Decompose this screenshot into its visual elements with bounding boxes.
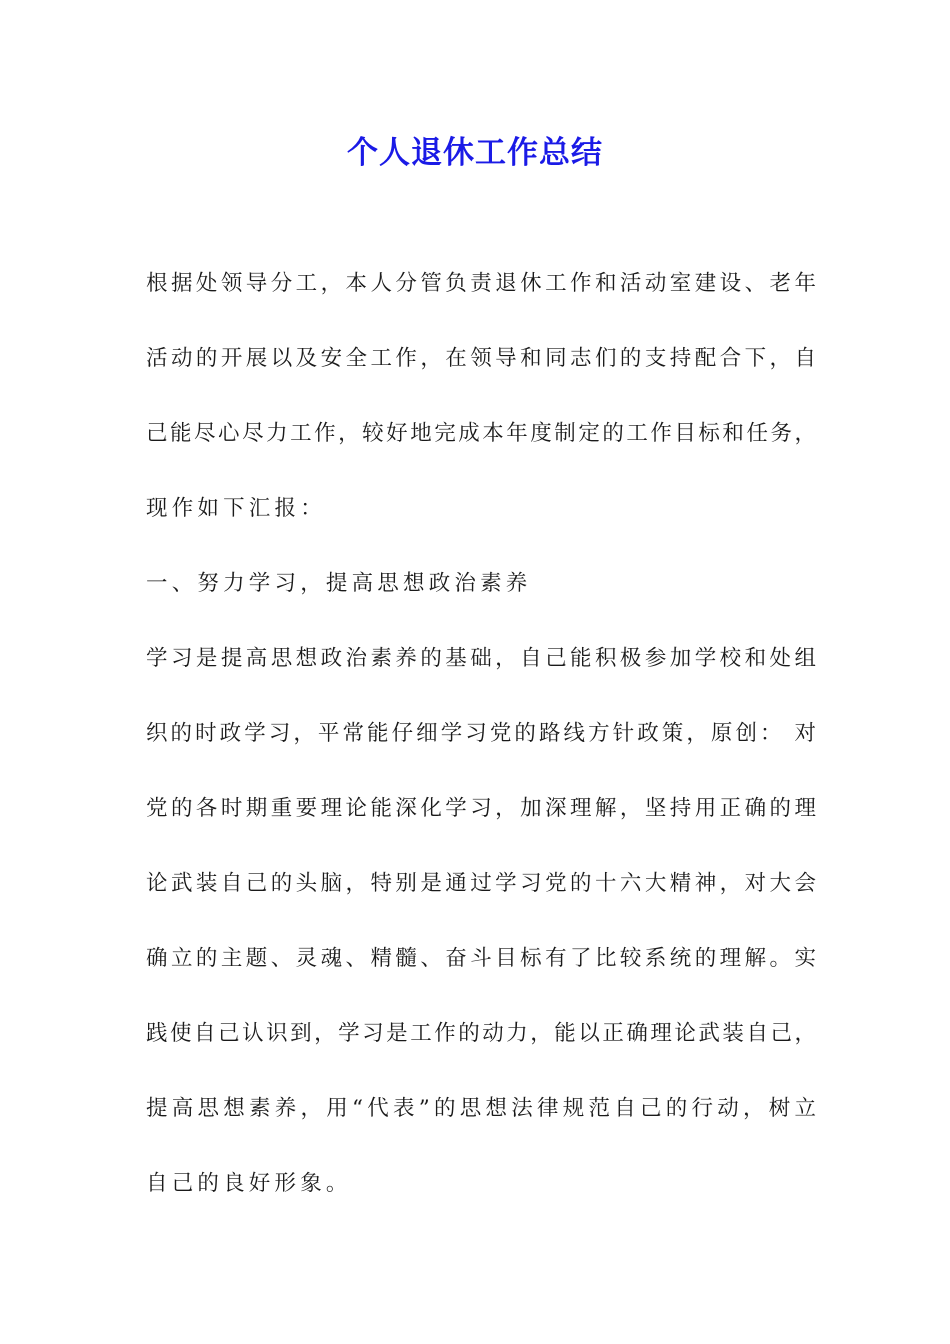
- paragraph-line: 织的时政学习，平常能仔细学习党的路线方针政策，原创： 对: [146, 721, 816, 746]
- paragraph-line: 确立的主题、灵魂、精髓、奋斗目标有了比较系统的理解。实: [146, 946, 816, 971]
- document-title: 个人退休工作总结: [347, 135, 603, 171]
- paragraph-line: 论武装自己的头脑，特别是通过学习党的十六大精神，对大会: [146, 871, 816, 896]
- paragraph-line: 提高思想素养，用“代表”的思想法律规范自己的行动，树立: [146, 1096, 816, 1121]
- paragraph-line: 学习是提高思想政治素养的基础，自己能积极参加学校和处组: [146, 646, 816, 671]
- paragraph-line: 党的各时期重要理论能深化学习，加深理解，坚持用正确的理: [146, 796, 816, 821]
- paragraph-line: 根据处领导分工，本人分管负责退休工作和活动室建设、老年: [146, 271, 816, 296]
- paragraph-line: 己能尽心尽力工作，较好地完成本年度制定的工作目标和任务，: [146, 421, 816, 446]
- paragraph-line: 活动的开展以及安全工作，在领导和同志们的支持配合下，自: [146, 346, 816, 371]
- paragraph-line: 践使自己认识到，学习是工作的动力，能以正确理论武装自己，: [146, 1021, 816, 1046]
- paragraph-line: 自己的良好形象。: [146, 1171, 352, 1196]
- section-heading: 一、努力学习，提高思想政治素养: [146, 571, 532, 596]
- paragraph-line: 现作如下汇报：: [146, 496, 326, 521]
